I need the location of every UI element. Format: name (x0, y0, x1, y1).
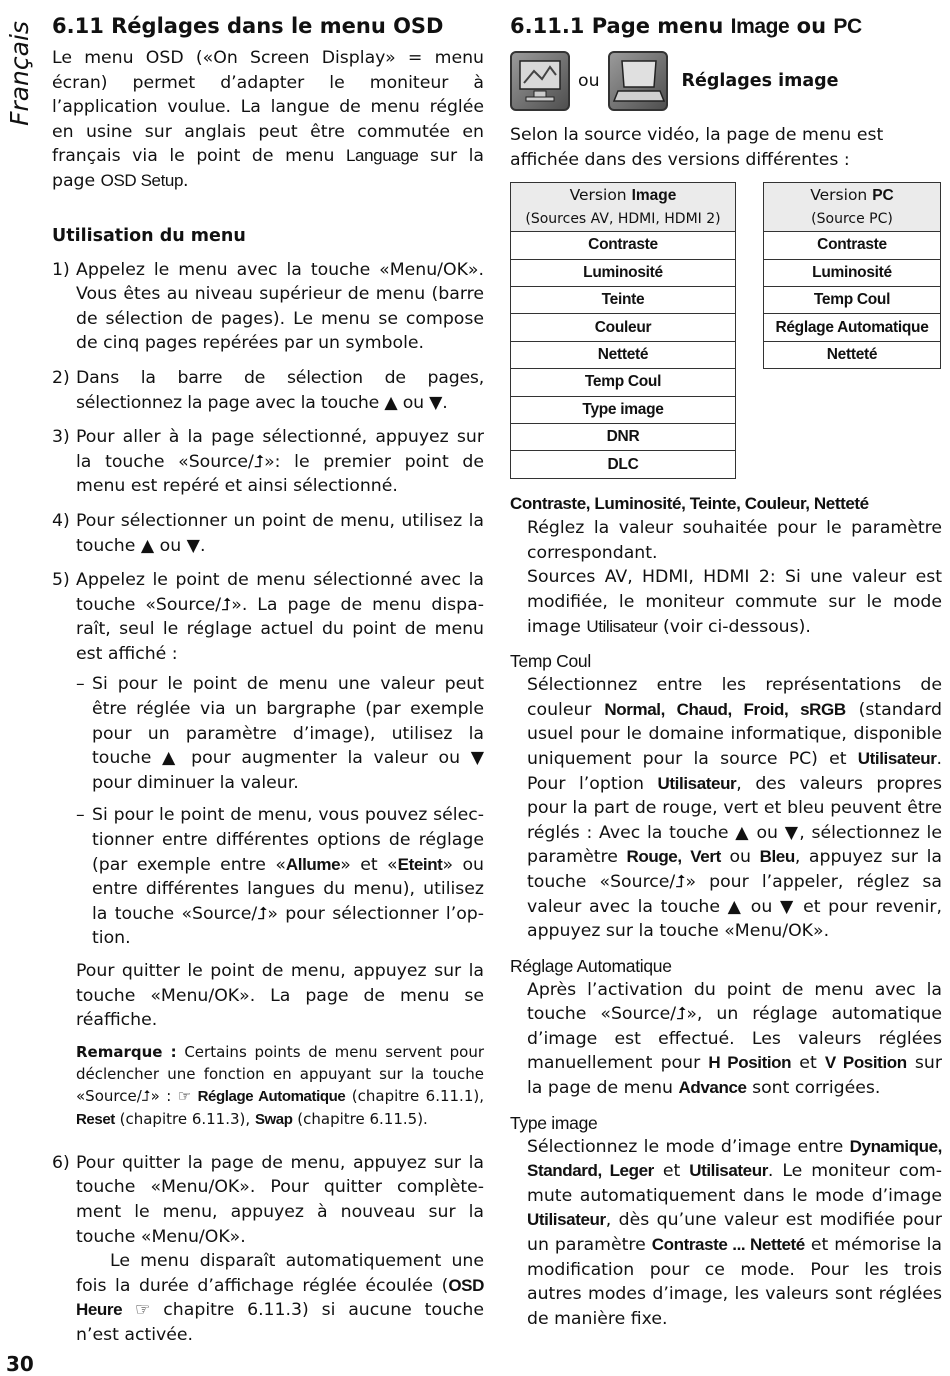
image-monitor-icon (510, 51, 570, 111)
table-row: Couleur (511, 314, 736, 341)
image-version-table (510, 182, 736, 479)
term-language: Language (346, 146, 419, 166)
subsection-title: 6.11.1 Page menu Image ou PC (510, 14, 862, 38)
right-column (510, 12, 942, 1331)
pc-laptop-icon (608, 51, 668, 111)
table-row: Contraste (511, 232, 736, 259)
left-column (52, 12, 484, 1358)
step-1: 1) Appelez le menu avec la touche «Menu/OK». Vous êtes au niveau supérieur de menu (barre de sélection de pages). Le menu se compose de cinq pages repérées par un symbole. (52, 259, 484, 354)
term-temp-coul: Temp Coul (510, 651, 591, 672)
table-row: Temp Coul (511, 369, 736, 396)
table-row: Luminosité (511, 259, 736, 286)
image-table-header: Version Image (Sources AV, HDMI, HDMI 2) (511, 183, 736, 232)
step-5: 5) Appelez le point de menu sélectionné avec la touche «Source/⮥». La page de menu disparaît, seul le réglage actuel du point de menu est affiché : – Si pour le point de menu une valeur peut être réglée via un bargraphe (par exemple pour un paramètre d’image), utilisez la touche ▲ pour augmenter la valeur ou ▼ pour diminuer la valeur. – Si pour le point de menu, vous pouvez sélectionner entre différentes options de réglage (par exemple entre «Allume» et «Eteint» ou entre différentes langues du menu), utilisez la touche «Source/⮥» pour sélectionner l’option. Pour quitter le point de menu, appuyez sur la touche «Menu/OK». La page de menu se réaffiche. Remarque : Certains points de menu servent pour déclencher une fonction en appuyant sur la touche «Source/⮥» : ☞ Réglage Automatique (chapitre 6.11.1), Reset (chapitre 6.11.3), Swap (chapitre 6.11.5). (52, 568, 484, 1141)
def-temp-coul: Sélectionnez entre les représentations de couleur Normal, Chaud, Froid, sRGB (standard usuel pour le domaine informatique, disponible uniquement pour la source PC) et Utilisateur. Pour l’option Utilisateur, des valeurs propres pour la part de rouge, vert et bleu peuvent être réglés : Avec la touche ▲ ou ▼, sélectionnez le paramètre Rouge, Vert ou Bleu, appuyez sur la touche «Source/⮥» pour l’appeler, réglez sa valeur avec la touche ▲ ou ▼ et pour revenir, appuyez sur la touche «Menu/OK». (527, 675, 942, 942)
page-number: 30 (6, 1352, 34, 1376)
pc-version-table (763, 182, 941, 369)
table-row: Temp Coul (764, 286, 941, 313)
term-contraste-group: Contraste, Luminosité, Teinte, Couleur, Netteté (510, 494, 869, 514)
quit-item-paragraph: Pour quitter le point de menu, appuyez sur la touche «Menu/OK». La page de menu se réaffiche. (76, 961, 484, 1031)
right-intro: Selon la source vidéo, la page de menu est affichée dans des versions différentes : (510, 125, 884, 170)
icon-separator: ou (578, 71, 600, 91)
table-row: DLC (511, 451, 736, 478)
step-2: 2) Dans la barre de sélection de pages, sélectionnez la page avec la touche ▲ ou ▼. (52, 367, 484, 413)
menu-icons-row (510, 49, 942, 113)
menu-versions-tables (510, 182, 942, 482)
term-reglage-automatique: Réglage Automatique (510, 955, 672, 976)
term-osd-setup: OSD Setup (100, 170, 184, 190)
icon-title: Réglages image (681, 71, 839, 91)
step-6: 6) Pour quitter la page de menu, appuyez sur la touche «Menu/OK». Pour quitter complètement le menu, appuyez à nouveau sur la touche «Menu/OK». Le menu disparaît automatiquement une fois la durée d’affichage réglée écoulée (OSD Heure ☞ chapitre 6.11.3) si aucune touche n’est activée. (52, 1151, 484, 1348)
option-select: – Si pour le point de menu, vous pouvez sélectionner entre différentes options de réglage (par exemple entre «Allume» et «Eteint» ou entre différentes langues du menu), utilisez la touche «Source/⮥» pour sélectionner l’option. (76, 805, 484, 949)
auto-close-paragraph: Le menu disparaît automatiquement une fois la durée d’affichage réglée écoulée (OSD Heure ☞ chapitre 6.11.3) si aucune touche n’est activée. (76, 1251, 484, 1345)
pc-table-header: Version PC (Source PC) (764, 183, 941, 232)
table-row: Netteté (511, 341, 736, 368)
step-3: 3) Pour aller à la page sélectionné, appuyez sur la touche «Source/⮥»: le premier point de menu est repéré et ainsi sélectionné. (52, 427, 484, 497)
def-reglage-automatique: Après l’activation du point de menu avec la touche «Source/⮥», un réglage automatique d’image est effectué. Les valeurs réglées manuellement pour H Position et V Position sur la page de menu Advance sont corrigées. (527, 979, 942, 1099)
table-row: Contraste (764, 232, 941, 259)
table-row: Réglage Automatique (764, 314, 941, 341)
table-row: DNR (511, 423, 736, 450)
intro-paragraph: Le menu OSD («On Screen Display» = menu écran) permet d’adapter le moniteur à l’application voulue. La langue de menu réglée en usine sur anglais peut être commutée en français via le point de menu Language sur la page OSD Setup. (52, 48, 484, 191)
side-language-label: Français (4, 20, 34, 126)
usage-heading: Utilisation du menu (52, 225, 246, 246)
table-row: Teinte (511, 286, 736, 313)
side-language-tab (2, 18, 36, 128)
step-4: 4) Pour sélectionner un point de menu, utilisez la touche ▲ ou ▼. (52, 510, 484, 556)
def-contraste-group: Réglez la valeur souhaitée pour le paramètre correspondant. Sources AV, HDMI, HDMI 2: Si une valeur est modifiée, le moniteur commute sur le mode image Utilisateur (voir ci-dessous). (527, 518, 942, 637)
option-bargraph: – Si pour le point de menu une valeur peut être réglée via un bargraphe (par exemple pour un paramètre d’image), utilisez la touche ▲ pour augmenter la valeur ou ▼ pour diminuer la valeur. (76, 674, 484, 793)
remark-note: Remarque : Certains points de menu servent pour déclencher une fonction en appuyant sur la touche «Source/⮥» : ☞ Réglage Automatique (chapitre 6.11.1), Reset (chapitre 6.11.3), Swap (chapitre 6.11.5). (76, 1042, 484, 1128)
table-row: Type image (511, 396, 736, 423)
section-title: 6.11 Réglages dans le menu OSD (52, 14, 444, 38)
table-row: Luminosité (764, 259, 941, 286)
def-type-image: Sélectionnez le mode d’image entre Dynamique, Standard, Leger et Utilisateur. Le moniteur commute automatiquement dans le mode d’image Utilisateur, dès qu’une valeur est modifiée pour un paramètre Contraste ... Netteté et mémorise la modification pour ce mode. Pour les trois autres modes d’image, les valeurs sont réglées de manière fixe. (527, 1136, 943, 1329)
table-row: Netteté (764, 341, 941, 368)
term-type-image: Type image (510, 1112, 598, 1133)
